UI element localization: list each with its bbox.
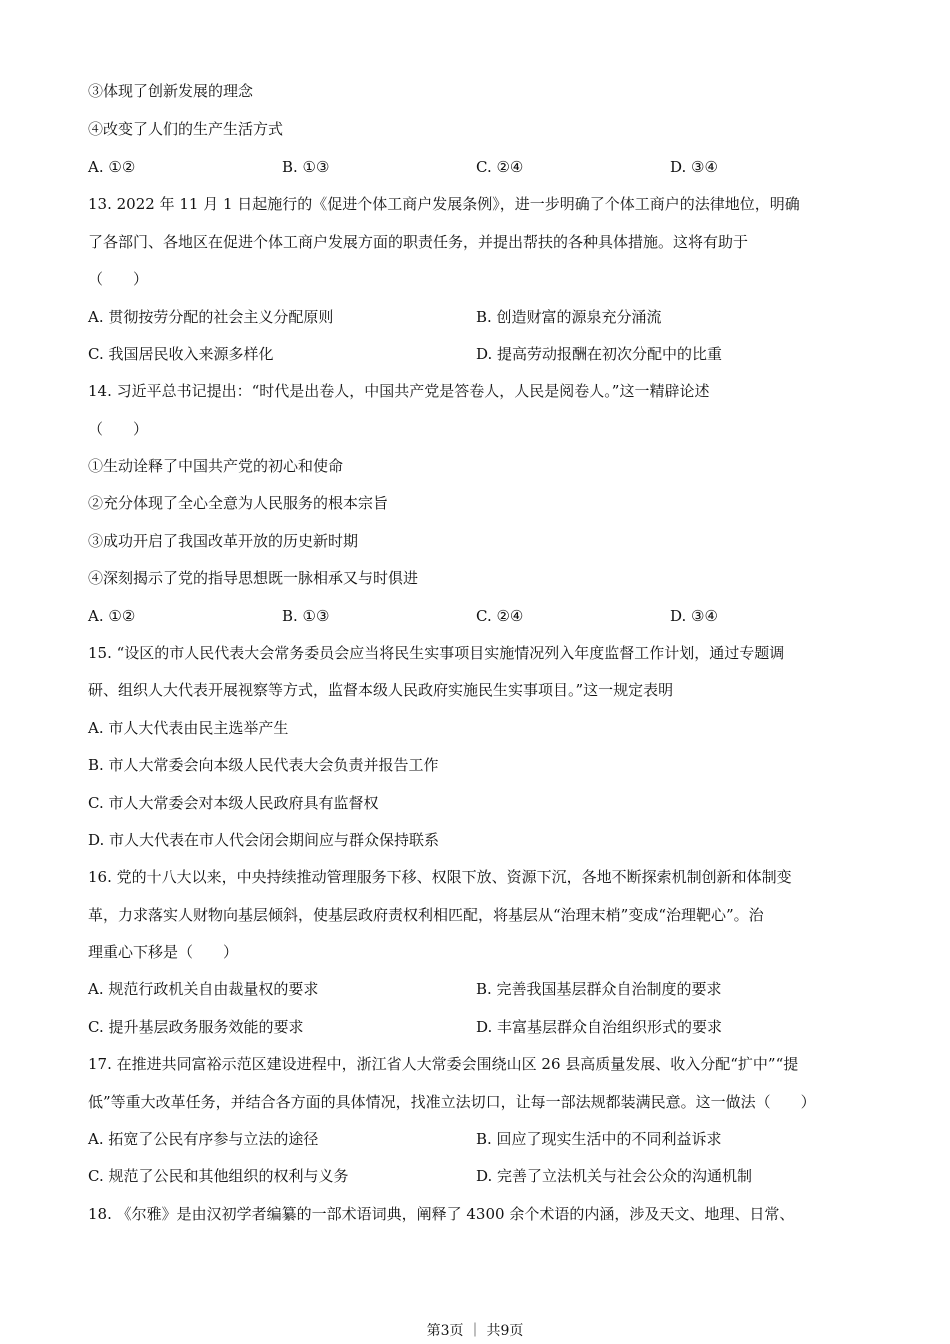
q12-option-c: C. ②④ (476, 158, 524, 176)
q14-option-d: D. ③④ (670, 607, 718, 625)
q13-option-a: A. 贯彻按劳分配的社会主义分配原则 (88, 308, 334, 326)
q12-option-b: B. ①③ (282, 158, 330, 176)
q16-stem-line-3: 理重心下移是（ ） (88, 943, 239, 961)
q14-statement-4: ④深刻揭示了党的指导思想既一脉相承又与时俱进 (88, 569, 419, 587)
q14-stem-line-1: 14. 习近平总书记提出：“时代是出卷人，中国共产党是答卷人，人民是阅卷人。”这一精辟论述 (88, 382, 710, 400)
q15-option-c: C. 市人大常委会对本级人民政府具有监督权 (88, 794, 379, 812)
q16-option-c: C. 提升基层政务服务效能的要求 (88, 1018, 304, 1036)
q17-option-b: B. 回应了现实生活中的不同利益诉求 (476, 1130, 722, 1148)
q15-stem-line-2: 研、组织人大代表开展视察等方式，监督本级人民政府实施民生实事项目。”这一规定表明 (88, 681, 674, 699)
q13-stem-line-1: 13. 2022 年 11 月 1 日起施行的《促进个体工商户发展条例》，进一步明确了个体工商户的法律地位，明确 (88, 195, 800, 213)
q17-stem-line-2: 低”等重大改革任务，并结合各方面的具体情况，找准立法切口，让每一部法规都装满民意。这一做法（ ） (88, 1093, 816, 1111)
q16-stem-line-1: 16. 党的十八大以来，中央持续推动管理服务下移、权限下放、资源下沉，各地不断探索机制创新和体制变 (88, 868, 792, 886)
q13-answer-blank: （ ） (88, 270, 149, 288)
q12-option-d: D. ③④ (670, 158, 718, 176)
q16-option-a: A. 规范行政机关自由裁量权的要求 (88, 980, 319, 998)
page-footer: 第3页 ｜ 共9页 (426, 1323, 524, 1339)
q14-option-a: A. ①② (88, 607, 136, 625)
q14-statement-3: ③成功开启了我国改革开放的历史新时期 (88, 532, 359, 550)
q17-stem-line-1: 17. 在推进共同富裕示范区建设进程中，浙江省人大常委会围绕山区 26 县高质量发展、收入分配“扩中”“提 (88, 1055, 799, 1073)
q12-statement-4: ④改变了人们的生产生活方式 (88, 120, 284, 138)
q17-option-a: A. 拓宽了公民有序参与立法的途径 (88, 1130, 319, 1148)
q16-option-b: B. 完善我国基层群众自治制度的要求 (476, 980, 722, 998)
q15-option-d: D. 市人大代表在市人代会闭会期间应与群众保持联系 (88, 831, 440, 849)
q17-option-d: D. 完善了立法机关与社会公众的沟通机制 (476, 1167, 753, 1185)
q14-statement-1: ①生动诠释了中国共产党的初心和使命 (88, 457, 344, 475)
q12-statement-3: ③体现了创新发展的理念 (88, 82, 254, 100)
q14-answer-blank: （ ） (88, 420, 149, 438)
q15-option-a: A. 市人大代表由民主选举产生 (88, 719, 289, 737)
q15-stem-line-1: 15. “设区的市人民代表大会常务委员会应当将民生实事项目实施情况列入年度监督工作计划，通过专题调 (88, 644, 785, 662)
q13-option-b: B. 创造财富的源泉充分涌流 (476, 308, 662, 326)
q15-option-b: B. 市人大常委会向本级人民代表大会负责并报告工作 (88, 756, 439, 774)
q18-stem-line-1: 18. 《尔雅》是由汉初学者编纂的一部术语词典，阐释了 4300 余个术语的内涵，涉及天文、地理、日常、 (88, 1205, 795, 1223)
q12-option-a: A. ①② (88, 158, 136, 176)
q14-statement-2: ②充分体现了全心全意为人民服务的根本宗旨 (88, 494, 389, 512)
q13-stem-line-2: 了各部门、各地区在促进个体工商户发展方面的职责任务，并提出帮扶的各种具体措施。这将有助于 (88, 233, 749, 251)
q17-option-c: C. 规范了公民和其他组织的权利与义务 (88, 1167, 349, 1185)
q16-option-d: D. 丰富基层群众自治组织形式的要求 (476, 1018, 723, 1036)
q13-option-c: C. 我国居民收入来源多样化 (88, 345, 274, 363)
q14-option-b: B. ①③ (282, 607, 330, 625)
q13-option-d: D. 提高劳动报酬在初次分配中的比重 (476, 345, 723, 363)
q16-stem-line-2: 革，力求落实人财物向基层倾斜，使基层政府责权利相匹配，将基层从“治理末梢”变成“治理靶心”。治 (88, 906, 764, 924)
q14-option-c: C. ②④ (476, 607, 524, 625)
